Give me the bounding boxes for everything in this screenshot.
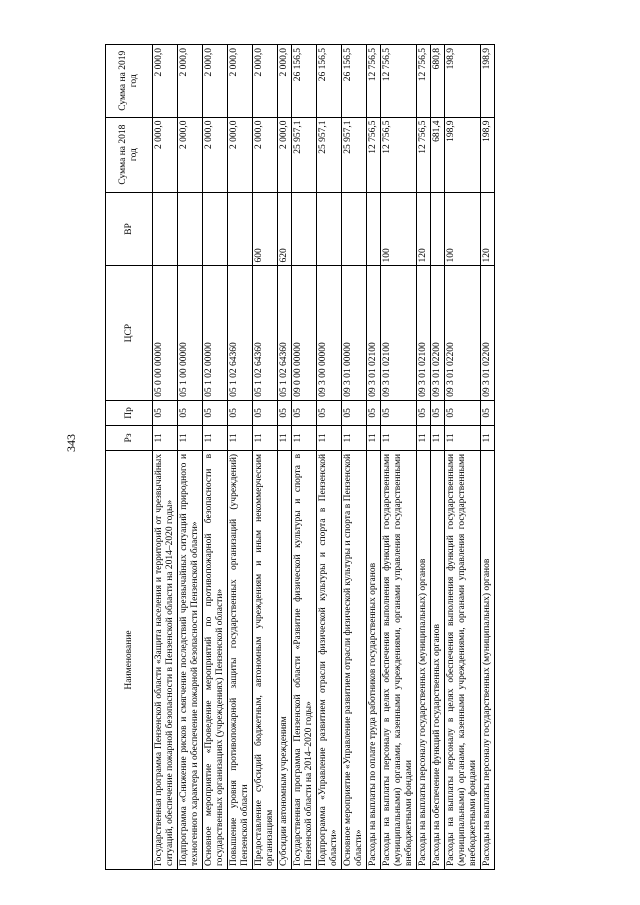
cell-sum-2018: 25 957,1 bbox=[342, 117, 367, 192]
cell-sum-2018: 2 000,0 bbox=[228, 117, 253, 192]
cell-rz: 11 bbox=[253, 425, 278, 450]
cell-vr bbox=[317, 192, 342, 266]
cell-sum-2018: 2 000,0 bbox=[153, 117, 178, 192]
table-row bbox=[203, 45, 228, 870]
cell-csr: 05 1 00 00000 bbox=[178, 266, 203, 400]
header-sum-2019: Сумма на 2019 год bbox=[106, 45, 153, 118]
cell-rz: 11 bbox=[342, 425, 367, 450]
cell-sum-2019: 2 000,0 bbox=[228, 45, 253, 118]
cell-csr: 09 3 01 02100 bbox=[381, 266, 417, 400]
cell-pr: 05 bbox=[481, 400, 495, 425]
cell-rz: 11 bbox=[153, 425, 178, 450]
cell-sum-2019: 26 156,5 bbox=[317, 45, 342, 118]
cell-csr: 05 1 02 64360 bbox=[228, 266, 253, 400]
budget-table bbox=[105, 44, 495, 870]
table-row bbox=[445, 45, 481, 870]
cell-pr: 05 bbox=[228, 400, 253, 425]
cell-sum-2018: 198,9 bbox=[445, 117, 481, 192]
header-csr: ЦСР bbox=[106, 266, 153, 400]
table-row bbox=[417, 45, 431, 870]
cell-rz: 11 bbox=[445, 425, 481, 450]
cell-csr: 09 3 01 02200 bbox=[481, 266, 495, 400]
cell-sum-2019: 12 756,5 bbox=[367, 45, 381, 118]
cell-sum-2018: 25 957,1 bbox=[317, 117, 342, 192]
cell-vr bbox=[203, 192, 228, 266]
cell-pr: 05 bbox=[381, 400, 417, 425]
cell-name: Расходы на выплаты персоналу в целях обеспечения выполнения функций государственными (муниципальными) органами, казенными учреждениями, органами управления государственными внебюджетными фондами bbox=[381, 450, 417, 869]
cell-vr bbox=[292, 192, 317, 266]
cell-pr: 05 bbox=[153, 400, 178, 425]
cell-csr: 09 3 01 02200 bbox=[431, 266, 445, 400]
header-pr: Пр bbox=[106, 400, 153, 425]
cell-vr: 120 bbox=[481, 192, 495, 266]
table-row bbox=[153, 45, 178, 870]
cell-vr bbox=[153, 192, 178, 266]
cell-sum-2019: 26 156,5 bbox=[342, 45, 367, 118]
header-sum-2018: Сумма на 2018 год bbox=[106, 117, 153, 192]
cell-rz: 11 bbox=[228, 425, 253, 450]
cell-pr: 05 bbox=[317, 400, 342, 425]
cell-name: Государственная программа Пензенской области «Развитие физической культуры и спорта в Пензенской области на 2014–2020 годы» bbox=[292, 450, 317, 869]
table-row bbox=[367, 45, 381, 870]
cell-name: Субсидии автономным учреждениям bbox=[278, 450, 292, 869]
cell-sum-2018: 2 000,0 bbox=[203, 117, 228, 192]
cell-name: Расходы на выплаты персоналу государственных (муниципальных) органов bbox=[481, 450, 495, 869]
cell-pr: 05 bbox=[203, 400, 228, 425]
cell-csr: 09 3 01 02200 bbox=[445, 266, 481, 400]
cell-sum-2019: 2 000,0 bbox=[278, 45, 292, 118]
cell-rz: 11 bbox=[278, 425, 292, 450]
cell-csr: 05 1 02 64360 bbox=[278, 266, 292, 400]
cell-rz: 11 bbox=[481, 425, 495, 450]
table-row bbox=[278, 45, 292, 870]
cell-csr: 09 3 01 02100 bbox=[367, 266, 381, 400]
cell-rz: 11 bbox=[431, 425, 445, 450]
cell-vr bbox=[228, 192, 253, 266]
cell-csr: 09 3 00 00000 bbox=[317, 266, 342, 400]
cell-sum-2019: 2 000,0 bbox=[253, 45, 278, 118]
table-row bbox=[253, 45, 278, 870]
cell-pr: 05 bbox=[431, 400, 445, 425]
cell-pr: 05 bbox=[342, 400, 367, 425]
cell-sum-2019: 12 756,5 bbox=[417, 45, 431, 118]
cell-pr: 05 bbox=[417, 400, 431, 425]
rotated-page bbox=[105, 44, 540, 870]
cell-sum-2018: 2 000,0 bbox=[278, 117, 292, 192]
cell-name: Расходы на выплаты персоналу в целях обеспечения выполнения функций государственными (муниципальными) органами, казенными учреждениями, органами управления государственными внебюджетными фондами bbox=[445, 450, 481, 869]
cell-vr: 100 bbox=[381, 192, 417, 266]
table-row bbox=[481, 45, 495, 870]
table-row bbox=[178, 45, 203, 870]
cell-name: Предоставление субсидий бюджетным, автономным учреждениям и иным некоммерческим организациям bbox=[253, 450, 278, 869]
cell-rz: 11 bbox=[317, 425, 342, 450]
cell-rz: 11 bbox=[367, 425, 381, 450]
cell-name: Государственная программа Пензенской области «Защита населения и территорий от чрезвычайных ситуаций, обеспечение пожарной безопасности в Пензенской области на 2014–2020 годы» bbox=[153, 450, 178, 869]
cell-rz: 11 bbox=[292, 425, 317, 450]
cell-rz: 11 bbox=[203, 425, 228, 450]
cell-vr: 100 bbox=[445, 192, 481, 266]
cell-sum-2019: 26 156,5 bbox=[292, 45, 317, 118]
cell-csr: 09 3 01 00000 bbox=[342, 266, 367, 400]
cell-name: Расходы на обеспечение функций государственных органов bbox=[431, 450, 445, 869]
cell-vr bbox=[367, 192, 381, 266]
cell-csr: 05 1 02 00000 bbox=[203, 266, 228, 400]
cell-sum-2018: 12 756,5 bbox=[417, 117, 431, 192]
cell-name: Основное мероприятие «Проведение мероприятий по противопожарной безопасности в государственных организациях (учреждениях) Пензенской области» bbox=[203, 450, 228, 869]
cell-sum-2019: 198,9 bbox=[481, 45, 495, 118]
page-number: 343 bbox=[64, 434, 78, 452]
cell-sum-2018: 681,4 bbox=[431, 117, 445, 192]
cell-name: Основное мероприятие «Управление развитием отрасли физической культуры и спорта в Пензенской области» bbox=[342, 450, 367, 869]
header-vr: ВР bbox=[106, 192, 153, 266]
cell-sum-2018: 12 756,5 bbox=[381, 117, 417, 192]
cell-vr: 120 bbox=[417, 192, 431, 266]
header-name: Наименование bbox=[106, 450, 153, 869]
cell-pr: 05 bbox=[367, 400, 381, 425]
cell-vr: 620 bbox=[278, 192, 292, 266]
cell-csr: 09 3 01 02100 bbox=[417, 266, 431, 400]
cell-csr: 09 0 00 00000 bbox=[292, 266, 317, 400]
cell-rz: 11 bbox=[178, 425, 203, 450]
cell-name: Подпрограмма «Управление развитием отрасли физической культуры и спорта в Пензенской области» bbox=[317, 450, 342, 869]
cell-sum-2018: 12 756,5 bbox=[367, 117, 381, 192]
cell-pr: 05 bbox=[253, 400, 278, 425]
cell-vr bbox=[431, 192, 445, 266]
table-row bbox=[342, 45, 367, 870]
cell-vr: 600 bbox=[253, 192, 278, 266]
cell-pr: 05 bbox=[278, 400, 292, 425]
header-row bbox=[106, 45, 153, 870]
cell-sum-2019: 2 000,0 bbox=[153, 45, 178, 118]
cell-rz: 11 bbox=[381, 425, 417, 450]
cell-sum-2019: 12 756,5 bbox=[381, 45, 417, 118]
cell-csr: 05 1 02 64360 bbox=[253, 266, 278, 400]
cell-sum-2018: 2 000,0 bbox=[253, 117, 278, 192]
cell-vr bbox=[342, 192, 367, 266]
cell-sum-2019: 680,8 bbox=[431, 45, 445, 118]
table-row bbox=[228, 45, 253, 870]
cell-pr: 05 bbox=[292, 400, 317, 425]
cell-sum-2019: 2 000,0 bbox=[178, 45, 203, 118]
table-body bbox=[153, 45, 495, 870]
cell-pr: 05 bbox=[445, 400, 481, 425]
cell-sum-2018: 25 957,1 bbox=[292, 117, 317, 192]
cell-name: Подпрограмма «Снижение рисков и смягчение последствий чрезвычайных ситуаций природного и техногенного характера и обеспечение пожарной безопасности Пензенской области» bbox=[178, 450, 203, 869]
cell-pr: 05 bbox=[178, 400, 203, 425]
header-rz: Рз bbox=[106, 425, 153, 450]
cell-name: Расходы на выплаты по оплате труда работников государственных органов bbox=[367, 450, 381, 869]
cell-sum-2019: 198,9 bbox=[445, 45, 481, 118]
table-row bbox=[381, 45, 417, 870]
table-row bbox=[292, 45, 317, 870]
table-row bbox=[317, 45, 342, 870]
cell-csr: 05 0 00 00000 bbox=[153, 266, 178, 400]
cell-rz: 11 bbox=[417, 425, 431, 450]
cell-name: Повышение уровня противопожарной защиты государственных организаций (учреждений) Пензенской области bbox=[228, 450, 253, 869]
table-row bbox=[431, 45, 445, 870]
cell-sum-2019: 2 000,0 bbox=[203, 45, 228, 118]
cell-sum-2018: 2 000,0 bbox=[178, 117, 203, 192]
cell-vr bbox=[178, 192, 203, 266]
cell-name: Расходы на выплаты персоналу государственных (муниципальных) органов bbox=[417, 450, 431, 869]
cell-sum-2018: 198,9 bbox=[481, 117, 495, 192]
